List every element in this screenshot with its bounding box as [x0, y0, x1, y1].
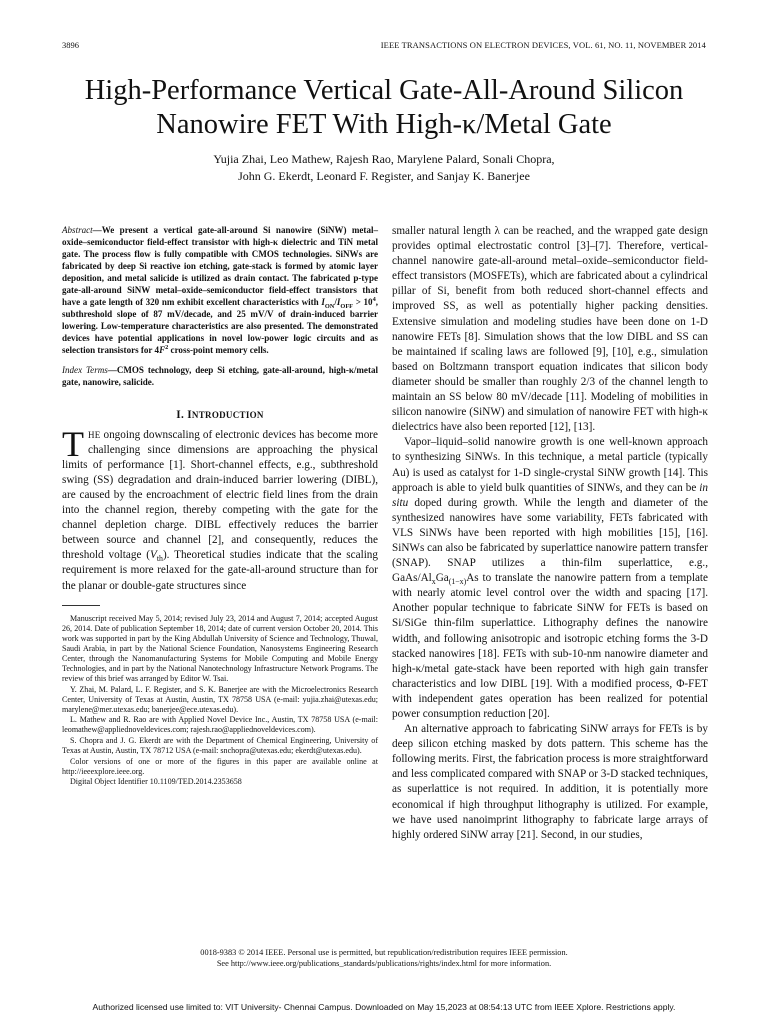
left-column [62, 224, 378, 788]
footnote-doi: Digital Object Identifier 10.1109/TED.2014.2353658 [70, 777, 242, 787]
journal-citation: IEEE TRANSACTIONS ON ELECTRON DEVICES, VOL. 61, NO. 11, NOVEMBER 2014 [380, 40, 706, 50]
abstract-label: Abstract [62, 225, 93, 235]
footnote-affiliation: S. Chopra and J. G. Ekerdt are with the Department of Chemical Engineering, University of Texas at Austin, Austin, TX 78712 USA (e-mail: snchopra@utexas.edu; ekerdt@utexas.edu). [62, 735, 378, 756]
body-paragraph: Vapor–liquid–solid nanowire growth is one well-known approach to synthesizing SiNWs. In this technique, a metal particle (typically Au) is used as catalyst for 1-D single-crystal SiNW growth [14]. This approach is able to yield bulk quantities of SINWs, and they can be in situ doped during growth. While the length and diameter of the synthesized nanowires have some variability, FETs fabricated with VLS SiNWs have been reported with high mobilities [15], [16]. SiNWs can also be fabricated by superlattice nanowire pattern transfer (SNAP). SNAP utilizes a thin-film superlattice, e.g., GaAs/$Al_xGa_{(1-x)}As$ to translate the nanowire pattern from a template with nearly atomic level control over the width and spacing [17]. Another popular technique to fabricate SiNW for FETs is based on Si/SiGe thin-film superlattice. Lithography defines the nanowire width, and following anisotropic and isotropic etching forms the 3-D stacked nanowires [18]. FETs with sub-10-nm nanowire diameter and high-κ/metal gate-stack have been reported with high gain transfer characteristics and low DIBL [19]. With a modified process, Φ-FET with independent gates operation has been realized for potential power consumption reduction [20]. [392, 436, 708, 720]
title-line-1: High-Performance Vertical Gate-All-Around Silicon [84, 75, 684, 106]
body-paragraph: smaller natural length λ can be reached, and the wrapped gate design provides optimal electrostatic control [3]–[7]. Therefore, vertical-channel nanowire gate-all-around metal–oxide–semiconductor field-effect transistors (MOSFETs), which are fabricated about a cylindrical pillar of Si, benefit from both reduced short-channel effects and improved SS, as well as potentially higher packing densities. Extensive simulation and modeling studies have been done on 1-D nanowire FETs [8]. Simulation shows that the low DIBL and SS can be maintained if scaling laws are followed [9], [10], e.g., simulation based on Boltzmann transport equation indicates that silicon body diameter should be smaller than roughly 2/3 of the channel length to maintain an SS below 80 mV/decade [11]. Modeling of mobilities in silicon nanowire (SiNW) and simulation of nanowire FET with high-κ dielectrics have also been reported [12], [13]. [392, 225, 708, 434]
paper-title [30, 74, 738, 142]
footnote-affiliation: Y. Zhai, M. Palard, L. F. Register, and S. K. Banerjee are with the Microelectronics Research Center, University of Texas at Austin, Austin, TX 78758 USA (e-mail: yujia.zhai@utexas.edu; marylene@mer.utexas.edu; banerjee@ece.utexas.edu). [62, 684, 378, 714]
section-heading: I. INTRODUCTION [176, 408, 264, 421]
authors-line-2: John G. Ekerdt, Leonard F. Register, and Sanjay K. Banerjee [238, 169, 530, 183]
footnote-divider [62, 605, 100, 606]
license-footer: Authorized licensed use limited to: VIT University- Chennai Campus. Downloaded on May 15,2023 at 08:54:13 UTC from IEEE Xplore. Restrictions apply. [92, 1002, 676, 1012]
index-terms-label: Index Terms [62, 364, 108, 375]
body-paragraph: An alternative approach to fabricating SiNW arrays for FETs is by deep silicon etching masked by dots pattern. This scheme has the following merits. First, the fabrication process is more straightforward and less complicated compared with SNAP or 3-D stacked techniques, as superlattice is not required. In addition, it is potentially more economical if high throughput lithography is utilized. For example, we have used nanoimprint lithography to fabricate large arrays of highly ordered SiNW array [21]. Second, in our studies, [392, 723, 708, 841]
index-terms: Index Terms—CMOS technology, deep Si etching, gate-all-around, high-κ/metal gate, nanowire, salicide. [62, 364, 378, 387]
intro-paragraph: THE ongoing downscaling of electronic devices has become more challenging since dimensions are approaching the physical limits of performance [1]. Short-channel effects, e.g., subthreshold swing (SS) degradation and drain-induced barrier lowering (DIBL), are caused by the encroachment of electric field lines from the drain into the channel region, thereby competing with the gate for the channel depletion charge. DIBL effectively reduces the barrier between source and channel [2], and consequently, reduces the threshold voltage $(V_{th})$. Theoretical studies indicate that the scaling requirement is more relaxed for the gate-all-around structure than for the planar or double-gate structures since [62, 423, 378, 592]
running-header [62, 40, 706, 52]
footnote-affiliation: L. Mathew and R. Rao are with Applied Novel Device Inc., Austin, TX 78758 USA (e-mail: leomathew@appliednoveldevices.com; rajesh.rao@appliednoveldevices.com). [62, 715, 378, 735]
copyright-notice: 0018-9383 © 2014 IEEE. Personal use is permitted, but republication/redistribution requires IEEE permission. See http://www.ieee.org/publications_standards/publications/rights/index.html for more information. [200, 948, 568, 968]
drop-cap: T [62, 423, 84, 464]
author-list [60, 151, 708, 185]
title-line-2: Nanowire FET With High-κ/Metal Gate [156, 109, 612, 140]
footnotes [62, 614, 378, 788]
page-number: 3896 [62, 40, 79, 50]
footnote-color-note: Color versions of one or more of the figures in this paper are available online at http://ieeexplore.ieee.org. [62, 756, 378, 776]
authors-line-1: Yujia Zhai, Leo Mathew, Rajesh Rao, Marylene Palard, Sonali Chopra, [213, 152, 555, 166]
abstract: Abstract—We present a vertical gate-all-around Si nanowire (SiNW) metal–oxide–semiconductor field-effect transistor with high-κ dielectric and TiN metal gate. The process flow is fully compatible with CMOS technologies. SiNWs are fabricated by deep Si reactive ion etching, gate-stack is formed by atomic layer deposition, and metal salicide is utilized as drain contact. The fabricated p-type gate-all-around SiNW metal–oxide–semiconductor field-effect transistors that have a gate length of 320 nm exhibit excellent characteristics with $I_{ON}/I_{OFF} > 10^4$, subthreshold slope of 87 mV/decade, and 25 mV/V of drain-induced barrier lowering. Low-temperature characteristics are also presented. The demonstrated devices have potential applications in novel low-power logic circuits and as selection transistors for $4F^2$ cross-point memory cells. [62, 225, 378, 356]
right-column [392, 224, 708, 843]
footnote-manuscript: Manuscript received May 5, 2014; revised July 23, 2014 and August 7, 2014; accepted August 26, 2014. Date of publication September 18, 2014; date of current version October 20, 2014. This work was supported in part by the King Abdullah University of Science and Technology, Thuwal, Saudi Arabia, in part by the National Science Foundation, Nanosystems Engineering Research Center, through the Nanomanufacturing Systems for Mobile Computing and Mobile Energy Technologies, and in part by the National Nanotechnology Infrastructure Network Programs. The review of this brief was arranged by Editor W. Tsai. [62, 613, 378, 684]
